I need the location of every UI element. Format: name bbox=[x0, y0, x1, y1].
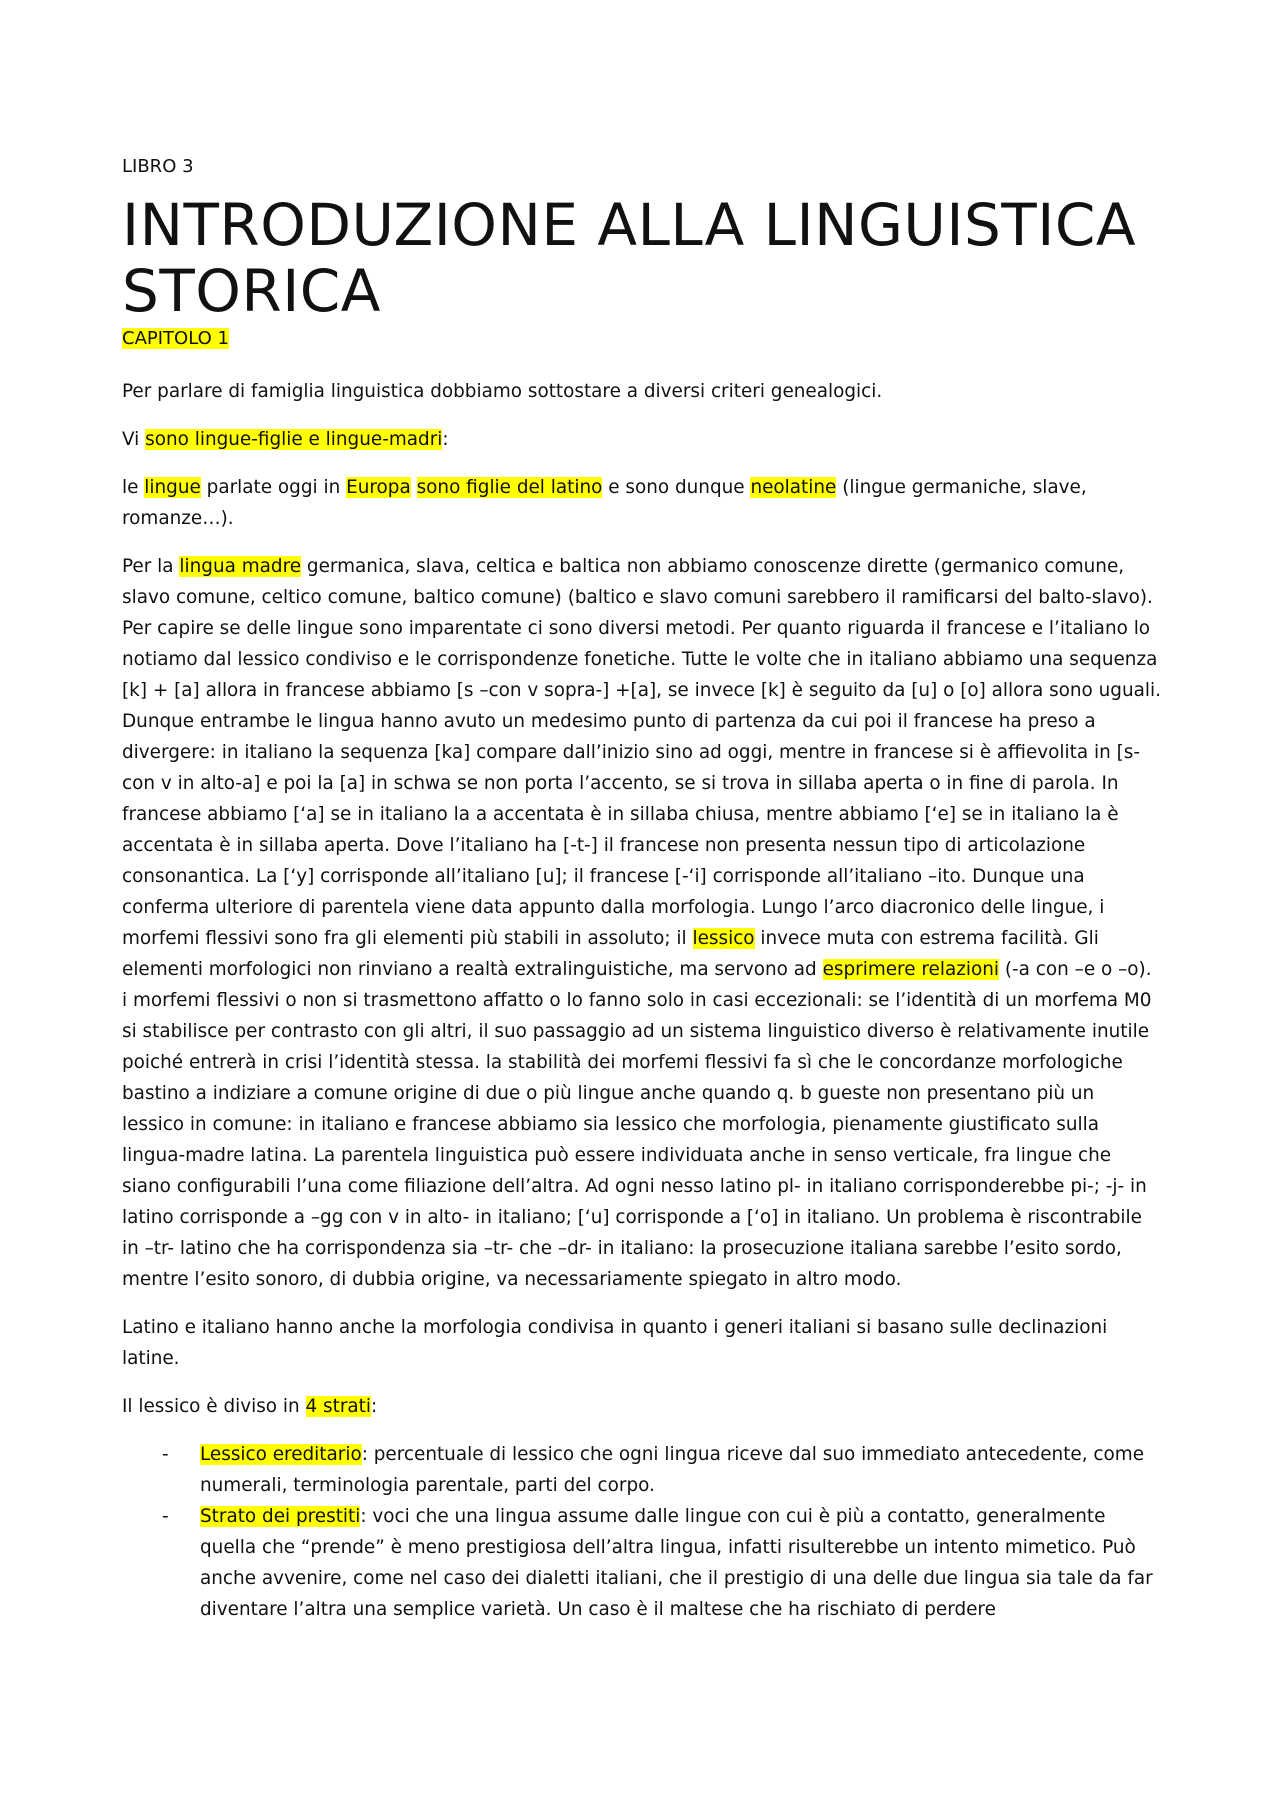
text-run: : bbox=[371, 1396, 378, 1417]
paragraph bbox=[122, 376, 1162, 407]
text-run: Latino e italiano hanno anche la morfologia condivisa in quanto i generi italiani si basano sulle declinazioni latine. bbox=[122, 1317, 1108, 1369]
highlighted-text: lingue bbox=[144, 477, 201, 498]
document-body bbox=[122, 154, 1162, 1625]
highlighted-text: 4 strati bbox=[305, 1396, 372, 1417]
text-run: le bbox=[122, 477, 145, 498]
paragraphs bbox=[122, 376, 1162, 1422]
text-run: germanica, slava, celtica e baltica non abbiamo conoscenze dirette (germanico comune, slavo comune, celtico comune, baltico comune) (baltico e slavo comuni sarebbero il ramificarsi del balto-slavo). Per capire se delle lingue sono imparentate ci sono diversi metodi. Per quanto riguarda il francese e l’italiano lo notiamo dal lessico condiviso e le corrispondenze fonetiche. Tutte le volte che in italiano abbiamo una sequenza [k] + [a] allora in francese abbiamo [s –con v sopra-] +[a], se invece [k] è seguito da [u] o [o] allora sono uguali. Dunque entrambe le lingua hanno avuto un medesimo punto di partenza da cui poi il francese ha preso a divergere: in italiano la sequenza [ka] compare dall’inizio sino ad oggi, mentre in francese si è affievolita in [s-con v in alto-a] e poi la [a] in schwa se non porta l’accento, se si trova in sillaba aperta o in fine di parola. In francese abbiamo [‘a] se in italiano la a accentata è in sillaba chiusa, mentre abbiamo [‘e] se in italiano la è accentata è in sillaba aperta. Dove l’italiano ha [-t-] il francese non presenta nessun tipo di articolazione consonantica. La [‘y] corrisponde all’italiano [u]; il francese [-‘i] corrisponde all’italiano –ito. Dunque una conferma ulteriore di parentela viene data appunto dalla morfologia. Lungo l’arco diacronico delle lingue, i morfemi flessivi sono fra gli elementi più stabili in assoluto; il bbox=[122, 556, 1161, 949]
highlighted-text: Lessico ereditario bbox=[200, 1444, 362, 1465]
text-run: Il lessico è diviso in bbox=[122, 1396, 306, 1417]
chapter-highlight: CAPITOLO 1 bbox=[122, 328, 229, 349]
text-run: Vi bbox=[122, 429, 146, 450]
text-run: Per parlare di famiglia linguistica dobbiamo sottostare a diversi criteri genealogici. bbox=[122, 381, 883, 402]
book-label: LIBRO 3 bbox=[122, 156, 194, 177]
highlighted-text: Strato dei prestiti bbox=[200, 1506, 361, 1527]
dash-bullet: - bbox=[162, 1444, 169, 1465]
paragraph bbox=[122, 1391, 1162, 1422]
text-run: : bbox=[442, 429, 449, 450]
dash-bullet: - bbox=[162, 1506, 169, 1527]
highlighted-text: sono figlie del latino bbox=[416, 477, 603, 498]
highlighted-text: lessico bbox=[692, 928, 755, 949]
document-title: INTRODUZIONE ALLA LINGUISTICA STORICA bbox=[122, 191, 1137, 325]
highlighted-text: neolatine bbox=[750, 477, 837, 498]
chapter-heading bbox=[122, 326, 1162, 352]
text-run: Per la bbox=[122, 556, 180, 577]
text-run: (-a con –e o –o). i morfemi flessivi o non si trasmettono affatto o lo fanno solo in casi eccezionali: se l’identità di un morfema M0 si stabilisce per contrasto con gli altri, il suo passaggio ad un sistema linguistico diverso è relativamente inutile poiché entrerà in crisi l’identità stessa. la stabilità dei morfemi flessivi fa sì che le concordanze morfologiche bastino a indiziare a comune origine di due o più lingue anche quando q. b gueste non presentano più un lessico in comune: in italiano e francese abbiamo sia lessico che morfologia, pienamente giustificato sulla lingua-madre latina. La parentela linguistica può essere individuata anche in senso verticale, fra lingue che siano configurabili l’una come filiazione dell’altra. Ad ogni nesso latino pl- in italiano corrisponderebbe pi-; -j- in latino corrisponde a –gg con v in alto- in italiano; [‘u] corrisponde a [‘o] in italiano. Un problema è riscontrabile in –tr- latino che ha corrispondenza sia –tr- che –dr- in italiano: la prosecuzione italiana sarebbe l’esito sordo, mentre l’esito sonoro, di dubbia origine, va necessariamente spiegato in altro modo. bbox=[122, 959, 1152, 1290]
highlighted-text: sono lingue-figlie e lingue-madri bbox=[145, 429, 443, 450]
highlighted-text: esprimere relazioni bbox=[822, 959, 999, 980]
list-item bbox=[122, 1439, 1162, 1501]
text-run bbox=[411, 477, 417, 498]
text-run: e sono dunque bbox=[602, 477, 751, 498]
highlighted-text: Europa bbox=[346, 477, 411, 498]
paragraph bbox=[122, 424, 1162, 455]
paragraph bbox=[122, 472, 1162, 534]
highlighted-text: lingua madre bbox=[179, 556, 302, 577]
paragraph bbox=[122, 551, 1162, 1295]
text-run: : voci che una lingua assume dalle lingue con cui è più a contatto, generalmente quella che “prende” è meno prestigiosa dell’altra lingua, infatti risulterebbe un intento mimetico. Può anche avvenire, come nel caso dei dialetti italiani, che il prestigio di una delle due lingua sia tale da far diventare l’altra una semplice varietà. Un caso è il maltese che ha rischiato di perdere bbox=[200, 1506, 1153, 1620]
paragraph bbox=[122, 1312, 1162, 1374]
text-run: : percentuale di lessico che ogni lingua riceve dal suo immediato antecedente, come numerali, terminologia parentale, parti del corpo. bbox=[200, 1444, 1145, 1496]
text-run: (lingue germaniche, slave, romanze…). bbox=[122, 477, 1087, 529]
text-run: parlate oggi in bbox=[200, 477, 347, 498]
strata-list bbox=[122, 1439, 1162, 1625]
list-item bbox=[122, 1501, 1162, 1625]
text-run: invece muta con estrema facilità. Gli elementi morfologici non rinviano a realtà extralinguistiche, ma servono ad bbox=[122, 928, 1099, 980]
